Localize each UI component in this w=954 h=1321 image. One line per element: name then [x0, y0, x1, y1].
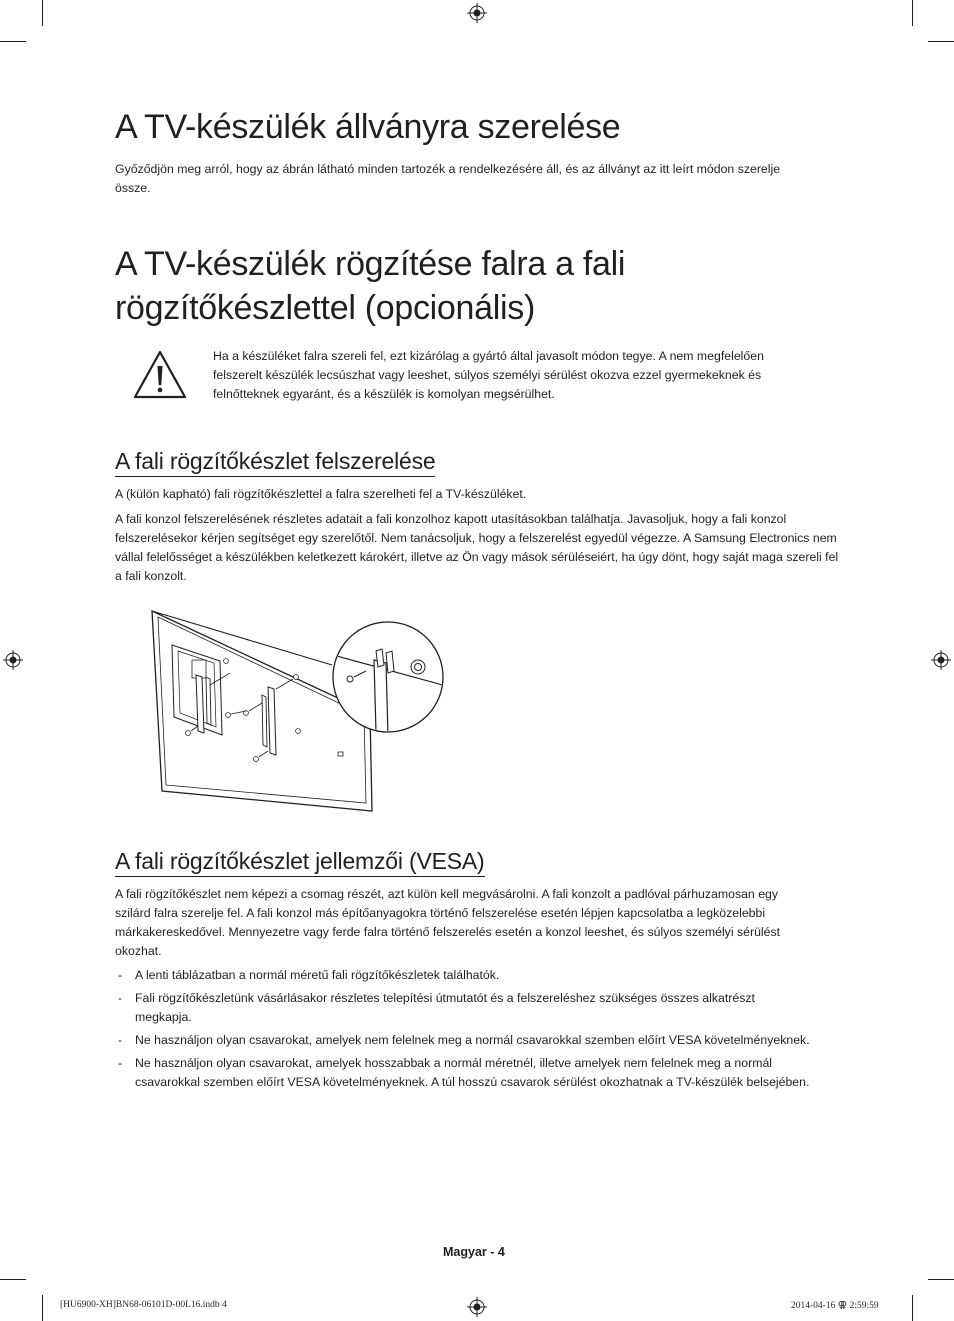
list-item-text: A lenti táblázatban a normál méretű fali rögzítőkészletek találhatók. [135, 968, 500, 982]
crop-mark [0, 41, 26, 42]
list-item [115, 966, 815, 985]
footer-timestamp: 2014-04-16 ⚢ 2:59:59 [791, 1301, 879, 1311]
list-item [115, 1054, 815, 1092]
crop-mark [42, 1295, 43, 1321]
registration-mark-icon [467, 1297, 487, 1317]
wall-mount-install-para2: A fali konzol felszerelésének részletes adatait a fali konzolhoz kapott utasításokban találhatja. Javasoljuk, hogy a fali konzol felszerelésekor kérjen segítséget egy szerelőtől. Nem tanácsoljuk, hogy a felszerelést egyedül végezze. A Samsung Electronics nem vállal felelősséget a készülékben keletkezett károkért, illetve az Ön vagy mások sérüléseiért, ha úgy dönt, hogy saját maga szereli fel a fali konzolt. [115, 512, 839, 583]
registration-mark-icon [3, 650, 23, 670]
crop-mark [42, 0, 43, 26]
list-item-text: Fali rögzítőkészletünk vásárlásakor részletes telepítési útmutatót és a felszereléshez szükséges összes alkatrészt megkapja. [135, 991, 755, 1024]
vesa-specs-para: A fali rögzítőkészlet nem képezi a csomag részét, azt külön kell megvásárolni. A fali konzolt a padlóval párhuzamosan egy szilárd falra szerelje fel. A fali konzol más építőanyagokra történő felszerelése esetén lépjen kapcsolatba a legközelebbi márkakereskedővel. Mennyezetre vagy ferde falra történő felszerelés esetén a konzol leeshet, és súlyos személyi sérülést okozhat. [115, 887, 781, 958]
subsection-title-wall-mount-install: A fali rögzítőkészlet felszerelése [115, 447, 435, 477]
stand-mounting-intro: Győződjön meg arról, hogy az ábrán látható minden tartozék a rendelkezésére áll, és az állványt az itt leírt módon szerelje össze. [115, 162, 781, 195]
vesa-notes-list [115, 966, 815, 1096]
crop-mark [912, 0, 913, 26]
wall-mount-illustration [150, 605, 450, 815]
section-title-stand-mounting: A TV-készülék állványra szerelése [115, 108, 621, 146]
wall-mount-install-para1: A (külön kapható) fali rögzítőkészlettel a falra szerelheti fel a TV-készüléket. [115, 487, 527, 501]
section-title-wall-mounting: A TV-készülék rögzítése falra a fali rögzítőkészlettel (opcionális) [115, 245, 626, 327]
crop-mark [0, 1279, 26, 1280]
wall-mount-warning-text: Ha a készüléket falra szereli fel, ezt kizárólag a gyártó által javasolt módon tegye. A nem megfelelően felszerelt készülék lecsúszhat vagy leeshet, súlyos személyi sérülést okozva ezzel gyermekeknek és felnőtteknek egyaránt, és a készülék is komolyan megsérülhet. [213, 349, 764, 401]
registration-mark-icon [931, 650, 951, 670]
bullet-dash: - [118, 1056, 123, 1070]
warning-triangle-icon [132, 349, 188, 401]
list-item [115, 989, 815, 1027]
subsection-title-vesa-specs: A fali rögzítőkészlet jellemzői (VESA) [115, 847, 485, 877]
registration-mark-icon [467, 3, 487, 23]
page-number: Magyar - 4 [443, 1245, 505, 1259]
list-item-text: Ne használjon olyan csavarokat, amelyek hosszabbak a normál méretnél, illetve amelyek nem felelnek meg a normál csavarokkal szemben előírt VESA követelményeknek. A túl hosszú csavarok sérülést okozhatnak a TV-készülék belsejében. [135, 1056, 810, 1089]
list-item [115, 1031, 815, 1050]
bullet-dash: - [118, 968, 123, 982]
crop-mark [928, 41, 954, 42]
crop-mark [912, 1295, 913, 1321]
footer-file-name: [HU6900-XH]BN68-06101D-00L16.indb 4 [60, 1300, 227, 1310]
list-item-text: Ne használjon olyan csavarokat, amelyek nem felelnek meg a normál csavarokkal szemben előírt VESA követelményeknek. [135, 1033, 810, 1047]
bullet-dash: - [118, 991, 123, 1005]
bullet-dash: - [118, 1033, 123, 1047]
crop-mark [928, 1279, 954, 1280]
